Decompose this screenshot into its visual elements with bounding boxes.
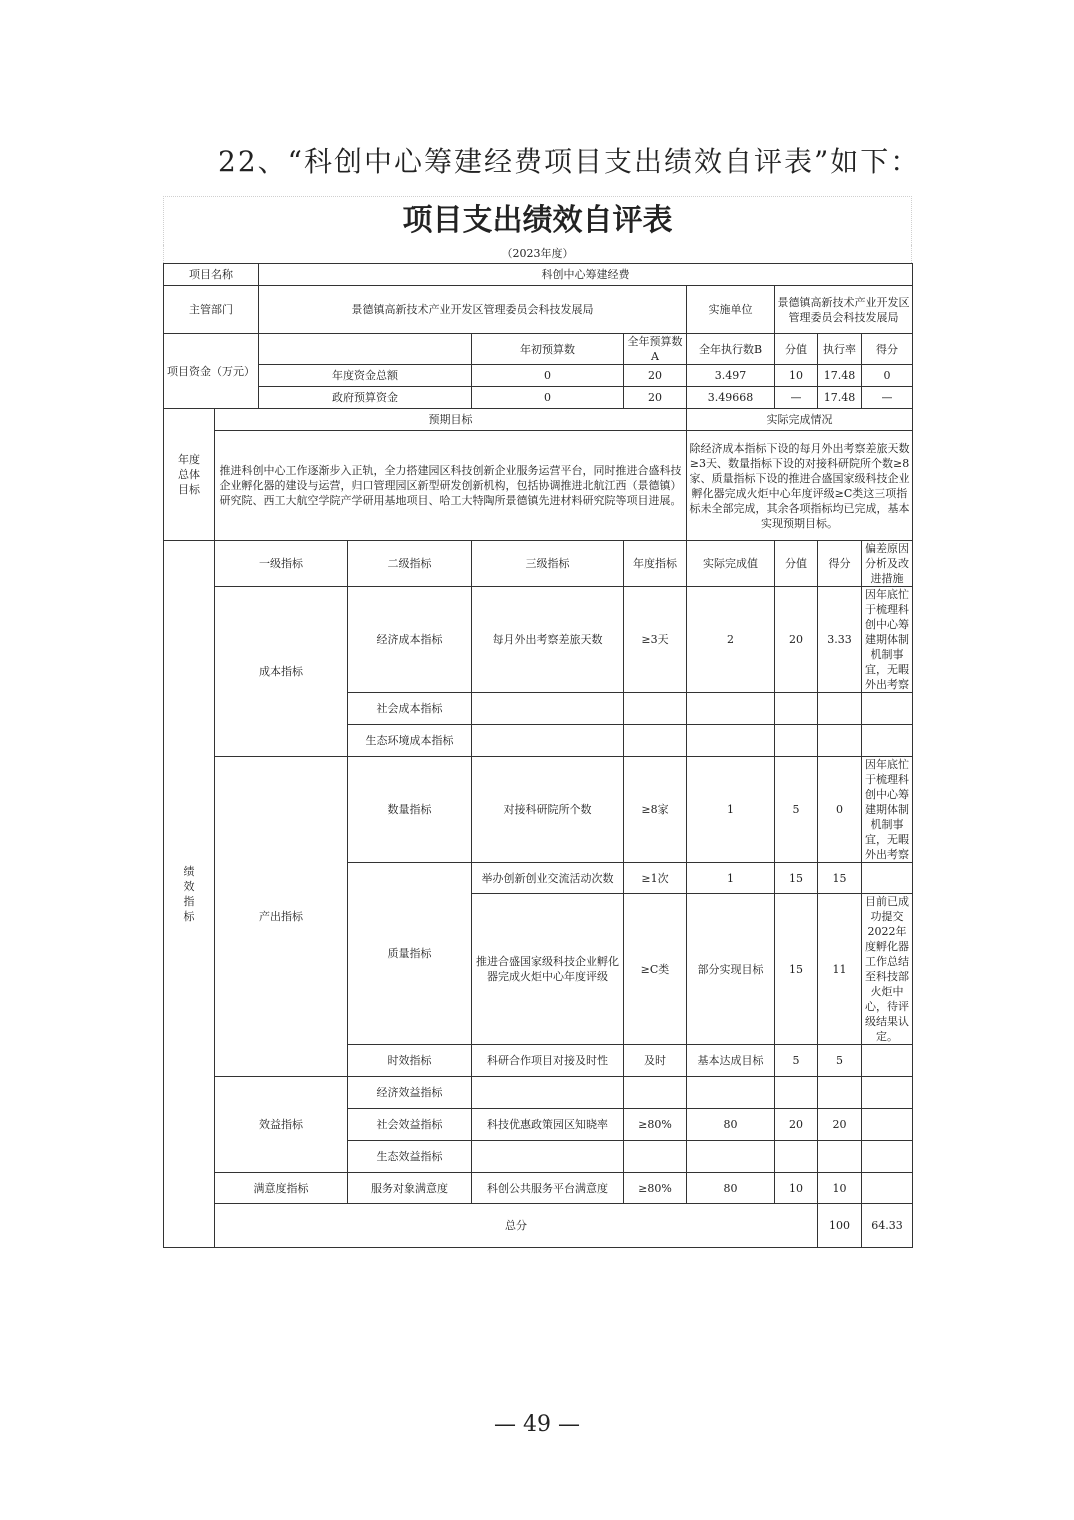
goal-expected-header: 预期目标 [215, 409, 687, 431]
empty-cell [862, 693, 913, 725]
total-got: 64.33 [862, 1204, 913, 1248]
funds-cell: 20 [624, 365, 687, 387]
table-title: 项目支出绩效自评表 [163, 196, 912, 245]
perf-header-score: 分值 [775, 541, 818, 587]
got-cell: 5 [818, 1045, 862, 1077]
funds-cell: — [862, 387, 913, 409]
empty-cell [862, 1141, 913, 1173]
funds-cell: 3.49668 [687, 387, 775, 409]
note-cell: 因年底忙于梳理科创中心筹建期体制机制事宜，无暇外出考察 [862, 587, 913, 693]
page-number: — 49 — [494, 1412, 580, 1437]
level2-cell: 经济成本指标 [348, 587, 472, 693]
empty-cell [687, 725, 775, 757]
perf-header-got: 得分 [818, 541, 862, 587]
level2-cell: 服务对象满意度 [348, 1173, 472, 1204]
empty-cell [472, 1077, 624, 1109]
funds-cell: — [775, 387, 818, 409]
level2-cell: 生态效益指标 [348, 1141, 472, 1173]
project-name-label: 项目名称 [164, 264, 259, 286]
got-cell: 3.33 [818, 587, 862, 693]
funds-header-executed: 全年执行数B [687, 334, 775, 365]
level1-output: 产出指标 [215, 757, 348, 1077]
funds-cell: 3.497 [687, 365, 775, 387]
got-cell: 10 [818, 1173, 862, 1204]
level2-cell: 时效指标 [348, 1045, 472, 1077]
empty-cell [862, 725, 913, 757]
actual-cell: 基本达成目标 [687, 1045, 775, 1077]
empty-cell [862, 1109, 913, 1141]
empty-cell [818, 1141, 862, 1173]
funds-header-score: 分值 [775, 334, 818, 365]
empty-cell [862, 863, 913, 894]
score-cell: 5 [775, 1045, 818, 1077]
empty-cell [687, 1141, 775, 1173]
page-heading: 22、“科创中心筹建经费项目支出绩效自评表”如下： [218, 145, 921, 178]
funds-blank-header [259, 334, 472, 365]
got-cell: 0 [818, 757, 862, 863]
funds-cell: 10 [775, 365, 818, 387]
funds-header-initial: 年初预算数 [472, 334, 624, 365]
empty-cell [775, 1141, 818, 1173]
actual-cell: 2 [687, 587, 775, 693]
funds-cell: 17.48 [818, 387, 862, 409]
actual-cell: 部分实现目标 [687, 894, 775, 1045]
level3-cell: 科创公共服务平台满意度 [472, 1173, 624, 1204]
actual-cell: 1 [687, 757, 775, 863]
actual-cell: 1 [687, 863, 775, 894]
total-score: 100 [818, 1204, 862, 1248]
perf-header-target: 年度指标 [624, 541, 687, 587]
note-cell: 因年底忙于梳理科创中心筹建期体制机制事宜，无暇外出考察 [862, 757, 913, 863]
funds-cell: 20 [624, 387, 687, 409]
project-name-value: 科创中心筹建经费 [259, 264, 913, 286]
level3-cell: 科研合作项目对接及时性 [472, 1045, 624, 1077]
empty-cell [818, 1077, 862, 1109]
funds-cell: 17.48 [818, 365, 862, 387]
empty-cell [862, 1077, 913, 1109]
funds-row-label: 政府预算资金 [259, 387, 472, 409]
performance-sheet [163, 196, 912, 1248]
dept-label: 主管部门 [164, 286, 259, 334]
note-cell: 目前已成功提交2022年度孵化器工作总结至科技部火炬中心，待评级结果认定。 [862, 894, 913, 1045]
target-cell: ≥1次 [624, 863, 687, 894]
empty-cell [624, 1141, 687, 1173]
empty-cell [472, 693, 624, 725]
score-cell: 15 [775, 894, 818, 1045]
level3-cell: 举办创新创业交流活动次数 [472, 863, 624, 894]
empty-cell [862, 1173, 913, 1204]
target-cell: ≥C类 [624, 894, 687, 1045]
level1-cost: 成本指标 [215, 587, 348, 757]
empty-cell [775, 725, 818, 757]
empty-cell [624, 693, 687, 725]
annual-goal-label: 年度总体目标 [164, 409, 215, 541]
empty-cell [687, 693, 775, 725]
impl-label: 实施单位 [687, 286, 775, 334]
level1-benefit: 效益指标 [215, 1077, 348, 1173]
empty-cell [775, 1077, 818, 1109]
score-cell: 20 [775, 587, 818, 693]
level2-cell: 数量指标 [348, 757, 472, 863]
target-cell: ≥8家 [624, 757, 687, 863]
level3-cell: 推进合盛国家级科技企业孵化器完成火炬中心年度评级 [472, 894, 624, 1045]
level3-cell: 对接科研院所个数 [472, 757, 624, 863]
empty-cell [775, 693, 818, 725]
perf-header-level2: 二级指标 [348, 541, 472, 587]
total-label: 总分 [215, 1204, 818, 1248]
level2-cell: 社会效益指标 [348, 1109, 472, 1141]
funds-label: 项目资金（万元） [164, 334, 259, 409]
funds-header-rate: 执行率 [818, 334, 862, 365]
empty-cell [818, 693, 862, 725]
funds-header-got: 得分 [862, 334, 913, 365]
empty-cell [624, 725, 687, 757]
goal-actual-header: 实际完成情况 [687, 409, 913, 431]
goal-actual-text: 除经济成本指标下设的每月外出考察差旅天数≥3天、数量指标下设的对接科研院所个数≥8家、质量指标下设的推进合盛国家级科技企业孵化器完成火炬中心年度评级≥C类这三项指标未全部完成，其余各项指标均已完成，基本实现预期目标。 [687, 431, 913, 541]
perf-header-note: 偏差原因分析及改进措施 [862, 541, 913, 587]
target-cell: 及时 [624, 1045, 687, 1077]
empty-cell [862, 1045, 913, 1077]
level2-cell: 生态环境成本指标 [348, 725, 472, 757]
empty-cell [472, 1141, 624, 1173]
actual-cell: 80 [687, 1173, 775, 1204]
score-cell: 15 [775, 863, 818, 894]
impl-value: 景德镇高新技术产业开发区管理委员会科技发展局 [775, 286, 913, 334]
table-year: （2023年度） [163, 245, 912, 263]
empty-cell [624, 1077, 687, 1109]
score-cell: 20 [775, 1109, 818, 1141]
dept-value: 景德镇高新技术产业开发区管理委员会科技发展局 [259, 286, 687, 334]
funds-cell: 0 [472, 387, 624, 409]
perf-header-level3: 三级指标 [472, 541, 624, 587]
perf-header-level1: 一级指标 [215, 541, 348, 587]
target-cell: ≥3天 [624, 587, 687, 693]
empty-cell [687, 1077, 775, 1109]
actual-cell: 80 [687, 1109, 775, 1141]
perf-indicator-label: 绩效指标 [164, 541, 215, 1248]
empty-cell [472, 725, 624, 757]
got-cell: 15 [818, 863, 862, 894]
level3-cell: 每月外出考察差旅天数 [472, 587, 624, 693]
score-cell: 10 [775, 1173, 818, 1204]
funds-cell: 0 [862, 365, 913, 387]
got-cell: 20 [818, 1109, 862, 1141]
funds-row-label: 年度资金总额 [259, 365, 472, 387]
got-cell: 11 [818, 894, 862, 1045]
goal-expected-text: 推进科创中心工作逐渐步入正轨，全力搭建园区科技创新企业服务运营平台，同时推进合盛科技企业孵化器的建设与运营，归口管理园区新型研发创新机构，包括协调推进北航江西（景德镇）研究院、西工大航空学院产学研用基地项目、哈工大特陶所景德镇先进材料研究院等项目进展。 [215, 431, 687, 541]
score-cell: 5 [775, 757, 818, 863]
funds-cell: 0 [472, 365, 624, 387]
target-cell: ≥80% [624, 1173, 687, 1204]
target-cell: ≥80% [624, 1109, 687, 1141]
level3-cell: 科技优惠政策园区知晓率 [472, 1109, 624, 1141]
level2-cell: 社会成本指标 [348, 693, 472, 725]
self-evaluation-table [163, 263, 913, 1248]
level1-satisfaction: 满意度指标 [215, 1173, 348, 1204]
perf-header-actual: 实际完成值 [687, 541, 775, 587]
empty-cell [818, 725, 862, 757]
level2-cell: 经济效益指标 [348, 1077, 472, 1109]
funds-header-annual: 全年预算数A [624, 334, 687, 365]
level2-cell: 质量指标 [348, 863, 472, 1045]
